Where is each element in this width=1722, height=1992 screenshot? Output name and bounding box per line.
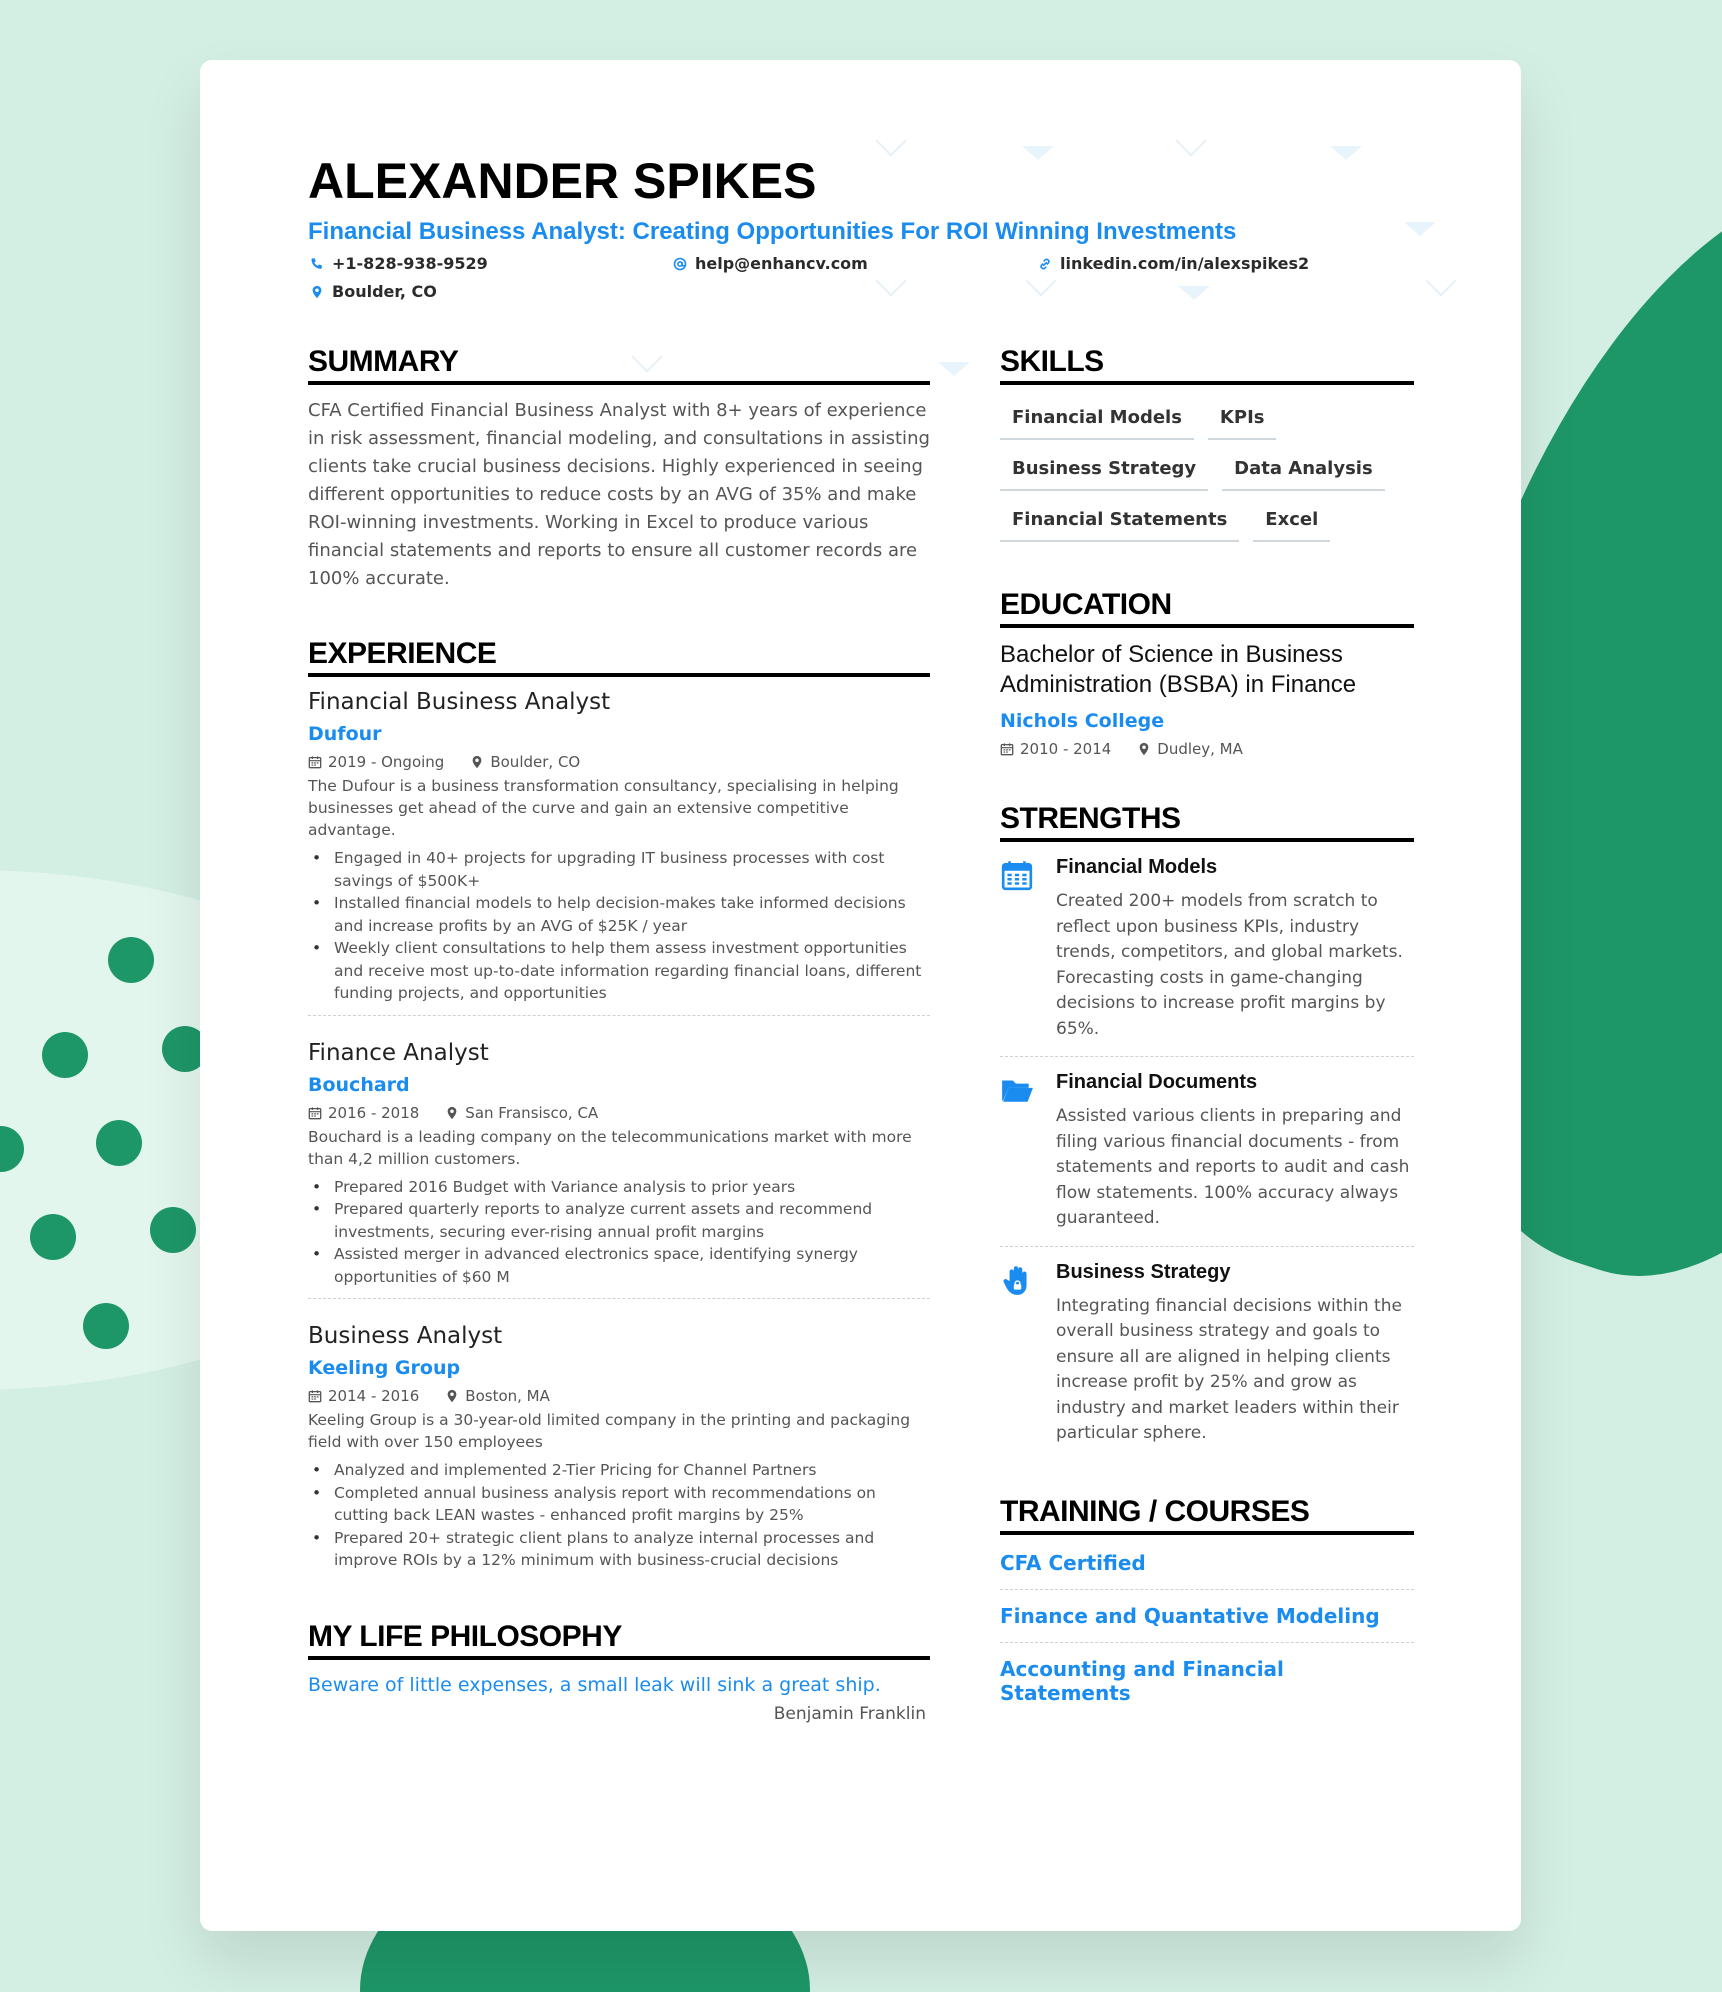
job-location: [445, 1104, 598, 1122]
decor-chevron: [1175, 125, 1206, 156]
training-list: [1000, 1537, 1414, 1719]
strength-title: Financial Documents: [1056, 1071, 1258, 1093]
job-bullet: • Weekly client consultations to help them assess investment opportunities and receive most up-to-date information regarding financial loans, different funding projects, and opportunities: [308, 937, 930, 1005]
location-pin-icon: [310, 285, 324, 299]
decor-chevron: [1425, 265, 1456, 296]
decor-triangle: [1022, 146, 1054, 160]
decor-dot: [30, 1214, 76, 1260]
job-bullet: • Completed annual business analysis report with recommendations on cutting back LEAN wastes - enhanced profit margins by 25%: [308, 1482, 930, 1527]
location-pin-icon: [1137, 742, 1151, 756]
contact-linkedin: [1038, 254, 1309, 273]
education-degree: Bachelor of Science in Business Administration (BSBA) in Finance: [1000, 641, 1357, 698]
calendar-icon: [308, 1106, 322, 1120]
strength-description: Created 200+ models from scratch to reflect upon business KPIs, industry trends, competitors, and global markets. Forecasting costs in game-changing decisions to increase profit margins by 65%.: [1056, 891, 1403, 1039]
philosophy-quote: Beware of little expenses, a small leak will sink a great ship.: [308, 1673, 881, 1696]
strengths-heading: STRENGTHS: [1000, 802, 1414, 842]
skill-tag: Financial Models: [1000, 403, 1194, 440]
decor-chevron: [875, 265, 906, 296]
job-entry: [308, 1040, 930, 1312]
job-dates: [308, 1104, 419, 1122]
skill-tag: Data Analysis: [1222, 454, 1385, 491]
job-description: Bouchard is a leading company on the telecommunications market with more than 4,2 million customers.: [308, 1127, 912, 1168]
job-separator: [308, 1298, 930, 1299]
summary-section: [308, 345, 930, 593]
job-bullet: • Prepared 2016 Budget with Variance analysis to prior years: [308, 1176, 930, 1199]
strength-icon-wrap: [1000, 1071, 1040, 1232]
skill-tag: KPIs: [1208, 403, 1277, 440]
job-title: Business Analyst: [308, 1323, 503, 1349]
job-meta: [308, 1104, 930, 1122]
job-entry: [308, 689, 930, 1028]
skill-tag: Financial Statements: [1000, 505, 1239, 542]
job-title: Financial Business Analyst: [308, 689, 611, 715]
strengths-section: [1000, 802, 1414, 1461]
calendar-icon: [308, 1389, 322, 1403]
job-title: Finance Analyst: [308, 1039, 489, 1066]
training-heading: TRAINING / COURSES: [1000, 1495, 1414, 1535]
candidate-name: ALEXANDER SPIKES: [308, 153, 817, 209]
job-company[interactable]: Dufour: [308, 723, 382, 745]
job-description: The Dufour is a business transformation consultancy, specialising in helping businesses get ahead of the curve and gain an extensive competitive advantage.: [308, 777, 899, 839]
calendar-icon: [1000, 742, 1014, 756]
experience-section: [308, 637, 930, 1584]
skills-section: [1000, 345, 1414, 542]
job-bullet: • Assisted merger in advanced electronics space, identifying synergy opportunities of $60 M: [308, 1243, 930, 1288]
job-location-text: Boulder, CO: [490, 753, 581, 771]
training-section: [1000, 1495, 1414, 1719]
job-dates-text: 2019 - Ongoing: [328, 753, 445, 771]
philosophy-heading: MY LIFE PHILOSOPHY: [308, 1620, 930, 1660]
strength-icon-wrap: [1000, 856, 1040, 1042]
course-item[interactable]: Finance and Quantative Modeling: [1000, 1590, 1414, 1643]
contact-email: [673, 254, 868, 273]
job-location-text: Boston, MA: [465, 1387, 550, 1405]
job-bullets: [308, 1459, 930, 1572]
strength-body: [1056, 1071, 1414, 1232]
education-school[interactable]: Nichols College: [1000, 710, 1165, 732]
decor-triangle: [1404, 222, 1436, 236]
strength-title: Financial Models: [1056, 856, 1218, 878]
job-company[interactable]: Keeling Group: [308, 1357, 461, 1379]
linkedin-url[interactable]: linkedin.com/in/alexspikes2: [1060, 254, 1310, 273]
link-icon: [1038, 257, 1052, 271]
candidate-tagline: Financial Business Analyst: Creating Opportunities For ROI Winning Investments: [308, 218, 1237, 245]
job-dates: [308, 753, 444, 771]
job-location: [445, 1387, 550, 1405]
job-company[interactable]: Bouchard: [308, 1073, 410, 1096]
education-dates-text: 2010 - 2014: [1020, 740, 1112, 758]
job-dates: [308, 1387, 419, 1405]
location-text: Boulder, CO: [332, 282, 437, 301]
job-description: Keeling Group is a 30-year-old limited company in the printing and packaging field with over 150 employees: [308, 1411, 911, 1451]
job-bullet: • Engaged in 40+ projects for upgrading IT business processes with cost savings of $500K+: [308, 847, 930, 892]
left-column: [308, 345, 930, 1724]
education-location: [1137, 740, 1243, 758]
decor-triangle: [1330, 146, 1362, 160]
decor-dot: [96, 1120, 142, 1166]
education-location-text: Dudley, MA: [1157, 740, 1243, 758]
strength-item: [1000, 842, 1414, 1057]
location-pin-icon: [445, 1389, 459, 1403]
folder-open-icon: [1000, 1073, 1034, 1107]
decor-dot: [108, 937, 154, 983]
skills-list: [1000, 403, 1414, 542]
decor-dot: [150, 1207, 196, 1253]
job-entry: [308, 1323, 930, 1584]
job-location: [470, 753, 580, 771]
phone-icon: [310, 257, 324, 271]
contact-phone: [310, 254, 488, 273]
course-item[interactable]: Accounting and Financial Statements: [1000, 1656, 1284, 1705]
job-bullet: • Installed financial models to help decision-makes take informed decisions and increase profits by an AVG of $25K / year: [308, 892, 930, 937]
at-icon: [673, 257, 687, 271]
strength-description: Assisted various clients in preparing and filing various financial documents - from statements and reports to audit and cash flow statements. 100% accuracy always guaranteed.: [1056, 1106, 1410, 1228]
course-item[interactable]: CFA Certified: [1000, 1537, 1414, 1590]
resume-sheet: [200, 60, 1521, 1931]
job-location-text: San Fransisco, CA: [465, 1103, 599, 1122]
calendar-icon: [308, 755, 322, 769]
strength-description: Integrating financial decisions within the overall business strategy and goals to ensure all are aligned in helping clients increase profit by 25% and grow as industry and market leaders within their particular sphere.: [1056, 1295, 1402, 1443]
strength-body: [1056, 1261, 1414, 1447]
job-dates-text: 2016 - 2018: [328, 1103, 420, 1122]
location-pin-icon: [445, 1106, 459, 1120]
skill-tag: Business Strategy: [1000, 454, 1208, 491]
right-column: [1000, 345, 1414, 1719]
strength-icon-wrap: [1000, 1261, 1040, 1447]
education-meta: [1000, 740, 1414, 758]
strength-body: [1056, 856, 1414, 1042]
job-meta: [308, 1387, 930, 1405]
email-address[interactable]: help@enhancv.com: [695, 254, 868, 273]
job-bullets: [308, 847, 930, 1005]
strength-item: [1000, 1247, 1414, 1461]
job-bullet: • Analyzed and implemented 2-Tier Pricing for Channel Partners: [308, 1459, 930, 1482]
calendar-icon: [1000, 858, 1034, 892]
decor-dot: [83, 1303, 129, 1349]
decor-dot: [42, 1032, 88, 1078]
decor-chevron: [875, 125, 906, 156]
summary-text: CFA Certified Financial Business Analyst with 8+ years of experience in risk assessment, financial modeling, and consultations in assisting clients take crucial business decisions. Highly experienced in seeing different opportunities to reduce costs by an AVG of 35% and make ROI-winning investments. Working in Excel to produce various financial statements and reports to ensure all customer records are 100% accurate.: [308, 400, 930, 589]
job-dates-text: 2014 - 2016: [328, 1387, 420, 1405]
job-bullets: [308, 1176, 930, 1289]
job-bullet: • Prepared quarterly reports to analyze current assets and recommend investments, securing ever-rising annual profit margins: [308, 1198, 930, 1243]
strength-title: Business Strategy: [1056, 1260, 1231, 1283]
phone-number[interactable]: +1-828-938-9529: [332, 254, 488, 273]
job-meta: [308, 753, 930, 771]
location-pin-icon: [470, 755, 484, 769]
contact-location: [310, 282, 437, 301]
skill-tag: Excel: [1253, 505, 1330, 542]
strength-item: [1000, 1057, 1414, 1247]
education-dates: [1000, 740, 1111, 758]
job-bullet: • Prepared 20+ strategic client plans to analyze internal processes and improve ROIs by a 12% minimum with business-crucial decisions: [308, 1527, 930, 1572]
summary-heading: SUMMARY: [308, 345, 930, 385]
hand-icon: [1000, 1263, 1034, 1297]
decor-triangle: [1178, 286, 1210, 300]
education-section: [1000, 588, 1414, 758]
skills-heading: SKILLS: [1000, 345, 1414, 385]
philosophy-author: Benjamin Franklin: [773, 1703, 926, 1724]
education-heading: EDUCATION: [1000, 588, 1414, 628]
philosophy-section: [308, 1620, 930, 1724]
job-separator: [308, 1015, 930, 1016]
experience-heading: EXPERIENCE: [308, 637, 930, 677]
decor-triangle: [938, 362, 970, 376]
